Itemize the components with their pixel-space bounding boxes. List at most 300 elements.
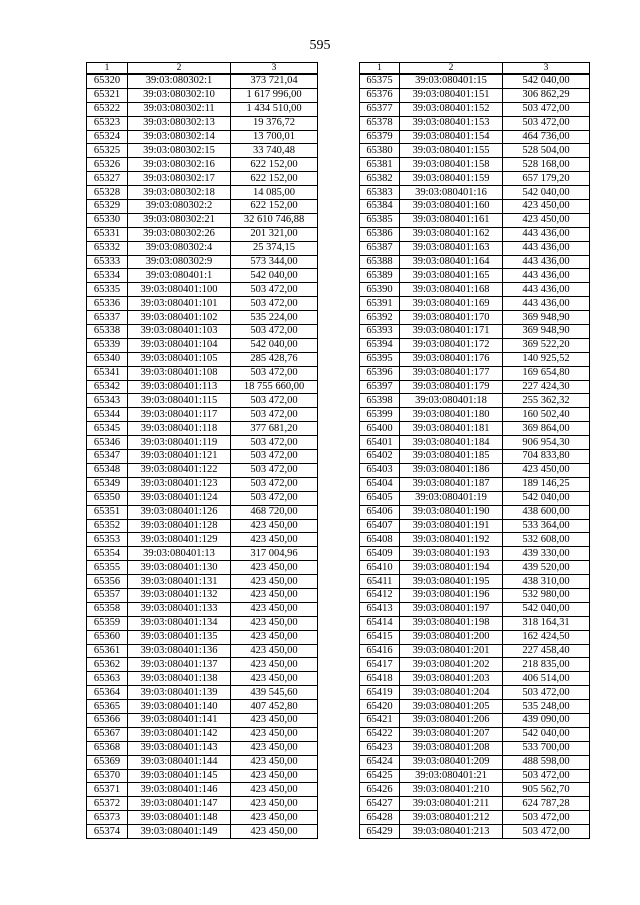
- cadastral-value: 503 472,00: [231, 325, 318, 339]
- row-number: 65420: [360, 700, 400, 714]
- table-row: [360, 408, 590, 422]
- table-row: [87, 436, 318, 450]
- cadastral-number: 39:03:080401:169: [400, 297, 503, 311]
- cadastral-value: 423 450,00: [231, 741, 318, 755]
- table-row: [360, 477, 590, 491]
- cadastral-value: 443 436,00: [503, 241, 590, 255]
- table-row: [360, 783, 590, 797]
- table-row: [360, 283, 590, 297]
- row-number: 65342: [87, 380, 128, 394]
- table-row: [360, 422, 590, 436]
- cadastral-value: 438 600,00: [503, 505, 590, 519]
- cadastral-value: 533 364,00: [503, 519, 590, 533]
- table-row: [360, 797, 590, 811]
- table-row: [360, 158, 590, 172]
- cadastral-value: 542 040,00: [503, 727, 590, 741]
- row-number: 65388: [360, 255, 400, 269]
- cadastral-number: 39:03:080401:162: [400, 227, 503, 241]
- table-row: [360, 74, 590, 88]
- table-row: [360, 505, 590, 519]
- table-row: [360, 658, 590, 672]
- row-number: 65351: [87, 505, 128, 519]
- table-row: [360, 269, 590, 283]
- cadastral-value: 423 450,00: [231, 769, 318, 783]
- table-row: [87, 533, 318, 547]
- cadastral-value: 503 472,00: [231, 408, 318, 422]
- cadastral-value: 503 472,00: [231, 283, 318, 297]
- table-row: [87, 602, 318, 616]
- cadastral-value: 528 504,00: [503, 144, 590, 158]
- row-number: 65381: [360, 158, 400, 172]
- row-number: 65326: [87, 158, 128, 172]
- table-row: [87, 172, 318, 186]
- cadastral-value: 423 450,00: [231, 616, 318, 630]
- cadastral-number: 39:03:080401:209: [400, 755, 503, 769]
- cadastral-number: 39:03:080401:177: [400, 366, 503, 380]
- row-number: 65368: [87, 741, 128, 755]
- cadastral-number: 39:03:080401:211: [400, 797, 503, 811]
- table-row: [87, 200, 318, 214]
- cadastral-value: 503 472,00: [231, 450, 318, 464]
- row-number: 65401: [360, 436, 400, 450]
- cadastral-number: 39:03:080401:122: [128, 463, 231, 477]
- cadastral-number: 39:03:080401:149: [128, 825, 231, 839]
- cadastral-number: 39:03:080401:129: [128, 533, 231, 547]
- row-number: 65400: [360, 422, 400, 436]
- cadastral-number: 39:03:080401:148: [128, 811, 231, 825]
- cadastral-number: 39:03:080401:160: [400, 200, 503, 214]
- cadastral-value: 162 424,50: [503, 630, 590, 644]
- cadastral-value: 503 472,00: [231, 436, 318, 450]
- table-row: [360, 825, 590, 839]
- row-number: 65323: [87, 116, 128, 130]
- row-number: 65393: [360, 325, 400, 339]
- table-row: [87, 408, 318, 422]
- cadastral-number: 39:03:080401:15: [400, 74, 503, 88]
- table-row: [87, 158, 318, 172]
- cadastral-number: 39:03:080401:141: [128, 713, 231, 727]
- table-row: [360, 144, 590, 158]
- table-row: [87, 269, 318, 283]
- cadastral-value: 542 040,00: [503, 491, 590, 505]
- table-row: [360, 116, 590, 130]
- row-number: 65385: [360, 213, 400, 227]
- cadastral-value: 423 450,00: [503, 463, 590, 477]
- cadastral-number: 39:03:080401:151: [400, 88, 503, 102]
- table-row: [360, 102, 590, 116]
- cadastral-number: 39:03:080401:179: [400, 380, 503, 394]
- cadastral-value: 503 472,00: [503, 769, 590, 783]
- cadastral-value: 423 450,00: [231, 561, 318, 575]
- cadastral-number: 39:03:080401:117: [128, 408, 231, 422]
- row-number: 65339: [87, 338, 128, 352]
- cadastral-value: 423 450,00: [231, 644, 318, 658]
- row-number: 65361: [87, 644, 128, 658]
- cadastral-value: 407 452,80: [231, 700, 318, 714]
- table-row: [360, 713, 590, 727]
- cadastral-value: 189 146,25: [503, 477, 590, 491]
- cadastral-number: 39:03:080401:168: [400, 283, 503, 297]
- cadastral-number: 39:03:080401:201: [400, 644, 503, 658]
- cadastral-number: 39:03:080302:11: [128, 102, 231, 116]
- row-number: 65358: [87, 602, 128, 616]
- row-number: 65378: [360, 116, 400, 130]
- cadastral-value: 423 450,00: [231, 672, 318, 686]
- cadastral-number: 39:03:080401:139: [128, 686, 231, 700]
- cadastral-number: 39:03:080401:196: [400, 588, 503, 602]
- column-header-value: 3: [231, 63, 318, 75]
- cadastral-value: 140 925,52: [503, 352, 590, 366]
- row-number: 65340: [87, 352, 128, 366]
- row-number: 65369: [87, 755, 128, 769]
- row-number: 65372: [87, 797, 128, 811]
- table-row: [360, 255, 590, 269]
- row-number: 65366: [87, 713, 128, 727]
- row-number: 65382: [360, 172, 400, 186]
- cadastral-number: 39:03:080401:101: [128, 297, 231, 311]
- cadastral-value: 1 434 510,00: [231, 102, 318, 116]
- table-row: [360, 436, 590, 450]
- table-row: [87, 380, 318, 394]
- row-number: 65410: [360, 561, 400, 575]
- cadastral-value: 704 833,80: [503, 450, 590, 464]
- row-number: 65407: [360, 519, 400, 533]
- cadastral-value: 438 310,00: [503, 575, 590, 589]
- cadastral-number: 39:03:080401:203: [400, 672, 503, 686]
- cadastral-number: 39:03:080401:198: [400, 616, 503, 630]
- cadastral-number: 39:03:080401:171: [400, 325, 503, 339]
- cadastral-number: 39:03:080401:18: [400, 394, 503, 408]
- cadastral-value: 503 472,00: [231, 477, 318, 491]
- cadastral-value: 423 450,00: [231, 519, 318, 533]
- cadastral-number: 39:03:080401:176: [400, 352, 503, 366]
- cadastral-value: 542 040,00: [231, 269, 318, 283]
- table-row: [360, 380, 590, 394]
- table-row: [360, 644, 590, 658]
- row-number: 65425: [360, 769, 400, 783]
- table-row: [360, 213, 590, 227]
- cadastral-value: 373 721,04: [231, 74, 318, 88]
- row-number: 65413: [360, 602, 400, 616]
- cadastral-number: 39:03:080302:2: [128, 200, 231, 214]
- row-number: 65347: [87, 450, 128, 464]
- table-row: [360, 755, 590, 769]
- table-row: [360, 616, 590, 630]
- table-row: [360, 366, 590, 380]
- cadastral-number: 39:03:080401:190: [400, 505, 503, 519]
- cadastral-number: 39:03:080302:17: [128, 172, 231, 186]
- cadastral-number: 39:03:080401:134: [128, 616, 231, 630]
- row-number: 65417: [360, 658, 400, 672]
- table-row: [360, 811, 590, 825]
- table-row: [360, 491, 590, 505]
- table-header-row: [360, 63, 590, 75]
- cadastral-value: 503 472,00: [231, 394, 318, 408]
- row-number: 65376: [360, 88, 400, 102]
- row-number: 65321: [87, 88, 128, 102]
- table-row: [87, 575, 318, 589]
- cadastral-number: 39:03:080302:15: [128, 144, 231, 158]
- row-number: 65415: [360, 630, 400, 644]
- cadastral-value: 443 436,00: [503, 283, 590, 297]
- table-row: [87, 283, 318, 297]
- table-left: [86, 62, 318, 839]
- cadastral-value: 13 700,01: [231, 130, 318, 144]
- table-row: [360, 172, 590, 186]
- table-row: [87, 630, 318, 644]
- cadastral-value: 33 740,48: [231, 144, 318, 158]
- table-row: [87, 394, 318, 408]
- table-row: [87, 74, 318, 88]
- table-row: [360, 311, 590, 325]
- cadastral-number: 39:03:080401:138: [128, 672, 231, 686]
- cadastral-number: 39:03:080302:26: [128, 227, 231, 241]
- cadastral-number: 39:03:080401:102: [128, 311, 231, 325]
- row-number: 65355: [87, 561, 128, 575]
- table-right: [359, 62, 590, 839]
- cadastral-value: 423 450,00: [231, 658, 318, 672]
- cadastral-number: 39:03:080302:13: [128, 116, 231, 130]
- table-row: [87, 130, 318, 144]
- table-row: [87, 616, 318, 630]
- row-number: 65386: [360, 227, 400, 241]
- table-row: [87, 783, 318, 797]
- table-row: [360, 602, 590, 616]
- cadastral-number: 39:03:080401:193: [400, 547, 503, 561]
- cadastral-value: 317 004,96: [231, 547, 318, 561]
- cadastral-value: 535 248,00: [503, 700, 590, 714]
- cadastral-number: 39:03:080401:146: [128, 783, 231, 797]
- cadastral-number: 39:03:080401:197: [400, 602, 503, 616]
- cadastral-value: 369 864,00: [503, 422, 590, 436]
- row-number: 65396: [360, 366, 400, 380]
- row-number: 65399: [360, 408, 400, 422]
- cadastral-number: 39:03:080302:1: [128, 74, 231, 88]
- cadastral-value: 542 040,00: [503, 602, 590, 616]
- row-number: 65345: [87, 422, 128, 436]
- cadastral-number: 39:03:080401:205: [400, 700, 503, 714]
- row-number: 65421: [360, 713, 400, 727]
- row-number: 65422: [360, 727, 400, 741]
- cadastral-value: 423 450,00: [231, 575, 318, 589]
- cadastral-value: 532 608,00: [503, 533, 590, 547]
- table-row: [87, 477, 318, 491]
- cadastral-value: 255 362,32: [503, 394, 590, 408]
- table-header-row: [87, 63, 318, 75]
- table-row: [360, 686, 590, 700]
- cadastral-value: 377 681,20: [231, 422, 318, 436]
- table-row: [87, 811, 318, 825]
- cadastral-number: 39:03:080401:212: [400, 811, 503, 825]
- cadastral-number: 39:03:080401:140: [128, 700, 231, 714]
- table-row: [360, 769, 590, 783]
- row-number: 65423: [360, 741, 400, 755]
- row-number: 65320: [87, 74, 128, 88]
- table-row: [87, 213, 318, 227]
- table-row: [87, 825, 318, 839]
- table-row: [87, 297, 318, 311]
- table-row: [360, 394, 590, 408]
- table-row: [87, 547, 318, 561]
- row-number: 65398: [360, 394, 400, 408]
- row-number: 65330: [87, 213, 128, 227]
- row-number: 65354: [87, 547, 128, 561]
- row-number: 65343: [87, 394, 128, 408]
- row-number: 65329: [87, 200, 128, 214]
- table-row: [87, 255, 318, 269]
- cadastral-number: 39:03:080302:21: [128, 213, 231, 227]
- cadastral-value: 503 472,00: [503, 102, 590, 116]
- row-number: 65427: [360, 797, 400, 811]
- cadastral-value: 624 787,28: [503, 797, 590, 811]
- row-number: 65335: [87, 283, 128, 297]
- cadastral-value: 14 085,00: [231, 186, 318, 200]
- cadastral-number: 39:03:080401:100: [128, 283, 231, 297]
- cadastral-number: 39:03:080401:108: [128, 366, 231, 380]
- cadastral-number: 39:03:080401:200: [400, 630, 503, 644]
- cadastral-value: 439 520,00: [503, 561, 590, 575]
- cadastral-value: 423 450,00: [231, 811, 318, 825]
- cadastral-number: 39:03:080401:172: [400, 338, 503, 352]
- cadastral-number: 39:03:080401:181: [400, 422, 503, 436]
- table-row: [360, 672, 590, 686]
- cadastral-number: 39:03:080401:159: [400, 172, 503, 186]
- table-row: [360, 519, 590, 533]
- row-number: 65331: [87, 227, 128, 241]
- cadastral-number: 39:03:080401:163: [400, 241, 503, 255]
- column-header-number: 1: [360, 63, 400, 75]
- row-number: 65416: [360, 644, 400, 658]
- row-number: 65341: [87, 366, 128, 380]
- cadastral-number: 39:03:080401:136: [128, 644, 231, 658]
- table-row: [87, 227, 318, 241]
- cadastral-number: 39:03:080401:187: [400, 477, 503, 491]
- cadastral-number: 39:03:080302:4: [128, 241, 231, 255]
- cadastral-number: 39:03:080401:154: [400, 130, 503, 144]
- cadastral-value: 535 224,00: [231, 311, 318, 325]
- table-row: [360, 338, 590, 352]
- cadastral-value: 573 344,00: [231, 255, 318, 269]
- cadastral-number: 39:03:080401:13: [128, 547, 231, 561]
- row-number: 65336: [87, 297, 128, 311]
- cadastral-value: 468 720,00: [231, 505, 318, 519]
- row-number: 65371: [87, 783, 128, 797]
- row-number: 65412: [360, 588, 400, 602]
- row-number: 65364: [87, 686, 128, 700]
- table-row: [87, 422, 318, 436]
- cadastral-value: 423 450,00: [231, 825, 318, 839]
- row-number: 65411: [360, 575, 400, 589]
- table-row: [360, 575, 590, 589]
- table-row: [360, 700, 590, 714]
- row-number: 65426: [360, 783, 400, 797]
- table-row: [360, 547, 590, 561]
- cadastral-value: 503 472,00: [503, 686, 590, 700]
- row-number: 65409: [360, 547, 400, 561]
- cadastral-number: 39:03:080401:180: [400, 408, 503, 422]
- table-row: [87, 144, 318, 158]
- table-row: [87, 338, 318, 352]
- cadastral-value: 503 472,00: [231, 297, 318, 311]
- cadastral-value: 905 562,70: [503, 783, 590, 797]
- table-row: [360, 741, 590, 755]
- table-row: [87, 797, 318, 811]
- row-number: 65402: [360, 450, 400, 464]
- column-header-cadastral: 2: [400, 63, 503, 75]
- table-row: [87, 588, 318, 602]
- cadastral-number: 39:03:080401:115: [128, 394, 231, 408]
- cadastral-value: 542 040,00: [503, 186, 590, 200]
- cadastral-value: 622 152,00: [231, 158, 318, 172]
- cadastral-number: 39:03:080401:206: [400, 713, 503, 727]
- table-row: [87, 755, 318, 769]
- column-header-value: 3: [503, 63, 590, 75]
- table-row: [360, 130, 590, 144]
- table-row: [360, 297, 590, 311]
- cadastral-value: 423 450,00: [231, 602, 318, 616]
- cadastral-number: 39:03:080401:202: [400, 658, 503, 672]
- column-header-cadastral: 2: [128, 63, 231, 75]
- table-left-body: [87, 74, 318, 838]
- table-row: [87, 241, 318, 255]
- table-row: [87, 561, 318, 575]
- cadastral-value: 423 450,00: [231, 783, 318, 797]
- cadastral-value: 32 610 746,88: [231, 213, 318, 227]
- row-number: 65379: [360, 130, 400, 144]
- cadastral-number: 39:03:080401:207: [400, 727, 503, 741]
- row-number: 65370: [87, 769, 128, 783]
- table-row: [360, 241, 590, 255]
- cadastral-value: 503 472,00: [503, 811, 590, 825]
- cadastral-number: 39:03:080401:155: [400, 144, 503, 158]
- cadastral-value: 657 179,20: [503, 172, 590, 186]
- cadastral-value: 423 450,00: [503, 200, 590, 214]
- row-number: 65374: [87, 825, 128, 839]
- table-row: [360, 588, 590, 602]
- table-row: [87, 686, 318, 700]
- cadastral-number: 39:03:080401:153: [400, 116, 503, 130]
- row-number: 65367: [87, 727, 128, 741]
- row-number: 65338: [87, 325, 128, 339]
- table-row: [360, 533, 590, 547]
- cadastral-value: 423 450,00: [231, 713, 318, 727]
- table-row: [360, 630, 590, 644]
- cadastral-number: 39:03:080401:185: [400, 450, 503, 464]
- cadastral-value: 423 450,00: [231, 533, 318, 547]
- table-row: [360, 463, 590, 477]
- row-number: 65387: [360, 241, 400, 255]
- row-number: 65324: [87, 130, 128, 144]
- table-row: [360, 450, 590, 464]
- row-number: 65353: [87, 533, 128, 547]
- row-number: 65333: [87, 255, 128, 269]
- row-number: 65352: [87, 519, 128, 533]
- row-number: 65414: [360, 616, 400, 630]
- row-number: 65408: [360, 533, 400, 547]
- cadastral-value: 227 458,40: [503, 644, 590, 658]
- row-number: 65362: [87, 658, 128, 672]
- table-row: [87, 644, 318, 658]
- cadastral-value: 201 321,00: [231, 227, 318, 241]
- cadastral-number: 39:03:080401:145: [128, 769, 231, 783]
- cadastral-value: 423 450,00: [231, 755, 318, 769]
- cadastral-value: 439 545,60: [231, 686, 318, 700]
- row-number: 65406: [360, 505, 400, 519]
- row-number: 65389: [360, 269, 400, 283]
- cadastral-value: 542 040,00: [231, 338, 318, 352]
- row-number: 65404: [360, 477, 400, 491]
- row-number: 65377: [360, 102, 400, 116]
